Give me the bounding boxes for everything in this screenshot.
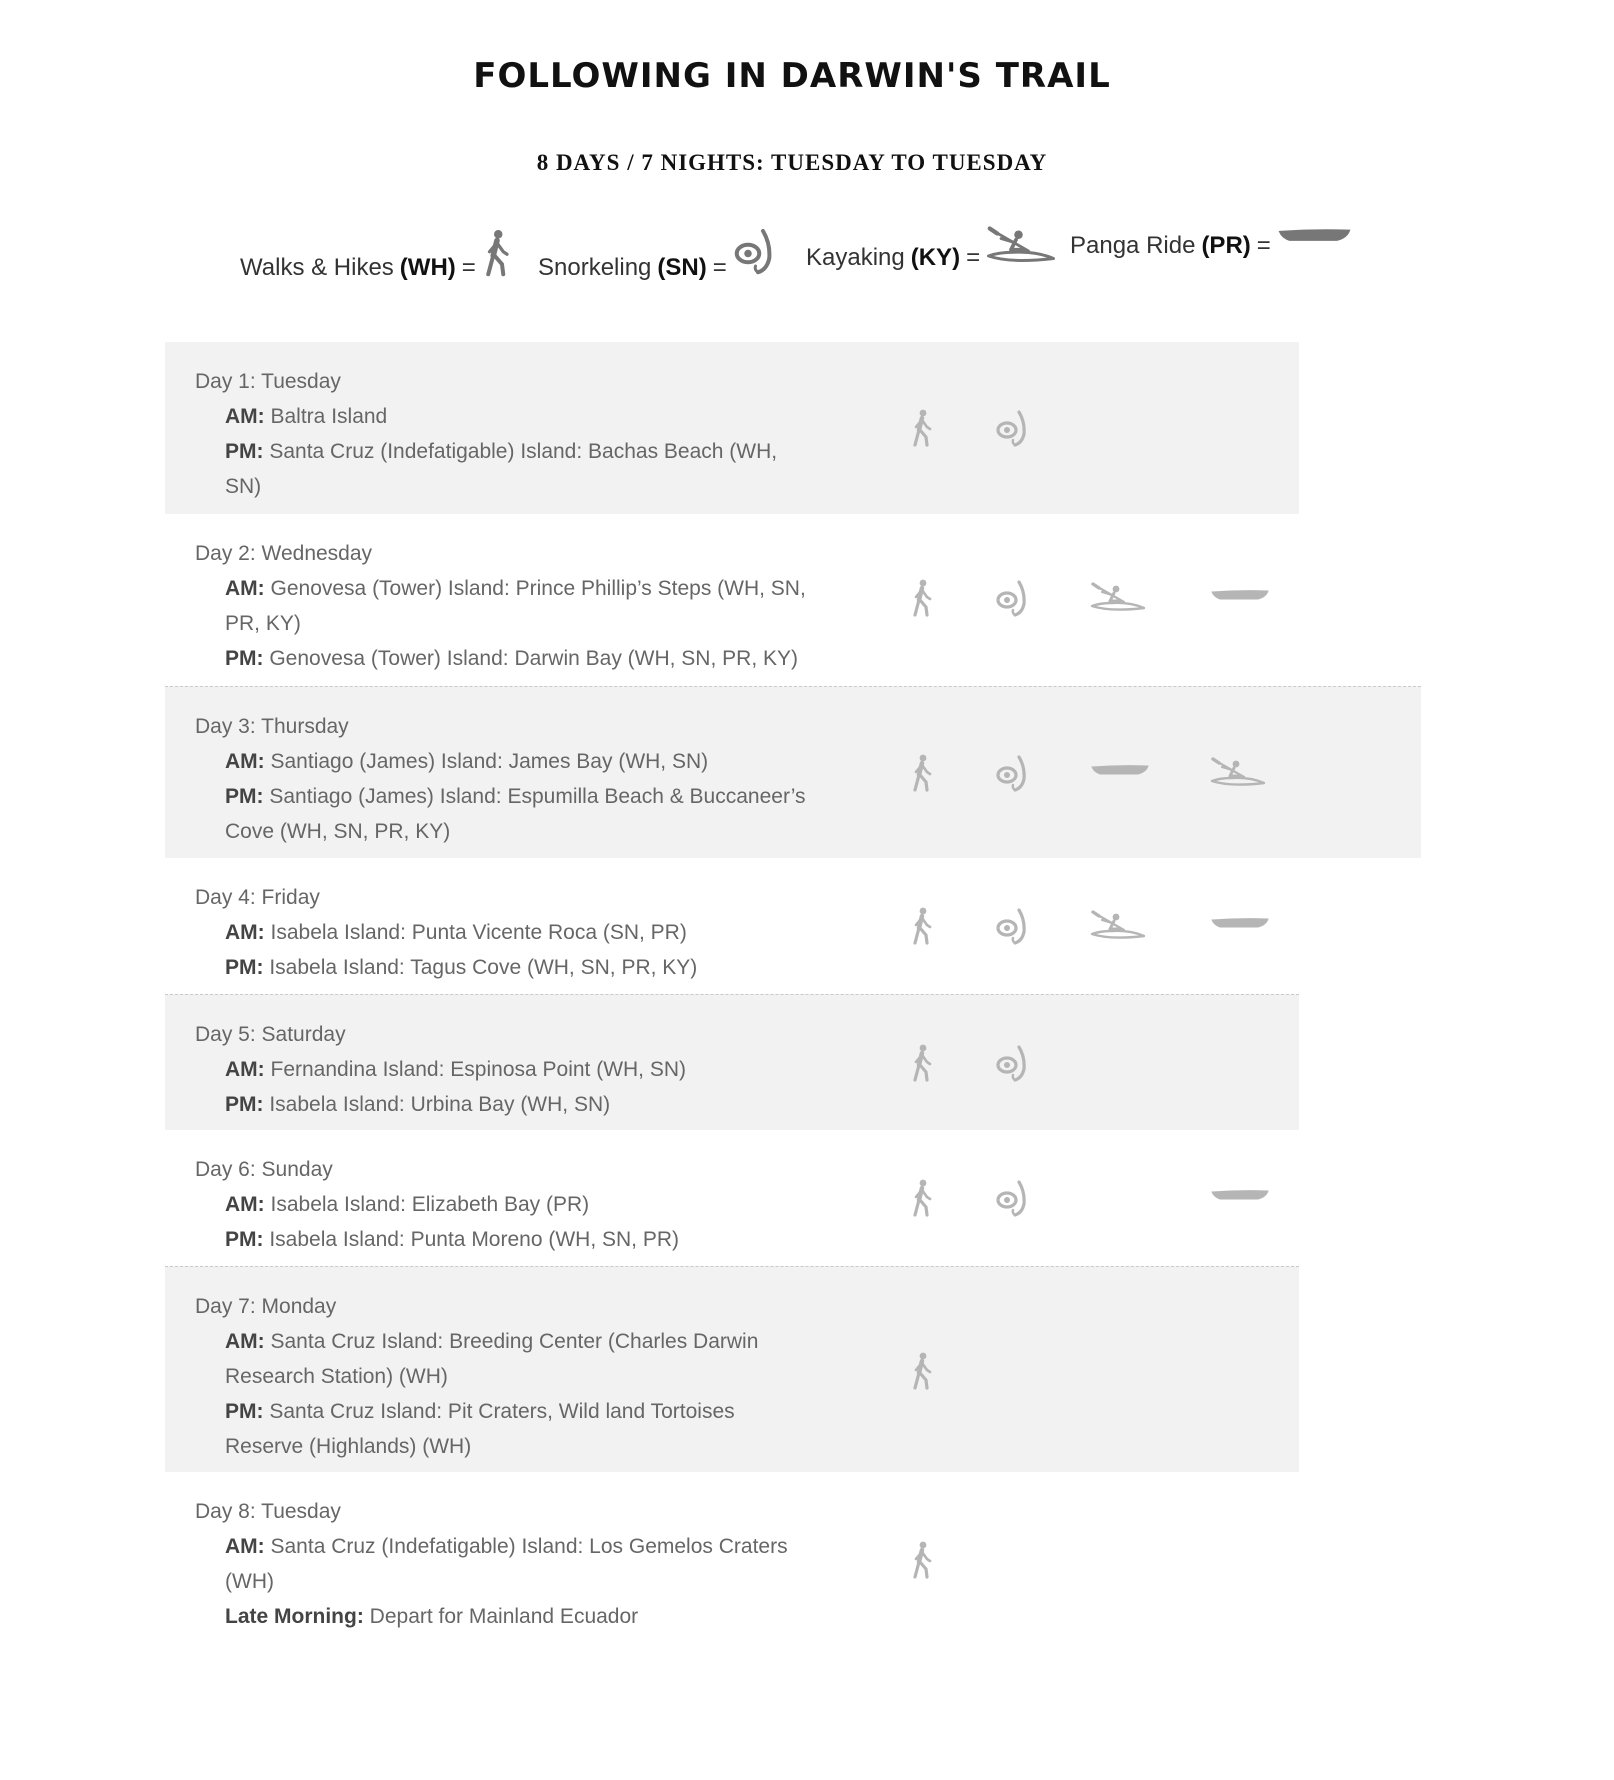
day-row-1 xyxy=(165,342,1299,514)
entry-time-label: AM: xyxy=(225,1193,265,1216)
panga-icon xyxy=(1210,1186,1270,1204)
day-label: Day 7: Monday xyxy=(195,1295,337,1318)
entry-text: Genovesa (Tower) Island: Darwin Bay (WH, SN, PR, KY) xyxy=(269,647,798,670)
entry-time-label: AM: xyxy=(225,921,265,944)
entry-time-label: PM: xyxy=(225,956,264,979)
entry-text: Santa Cruz Island: Breeding Center (Charles Darwin Research Station) (WH) xyxy=(225,1330,759,1388)
entry-text: Genovesa (Tower) Island: Prince Phillip’s Steps (WH, SN, PR, KY) xyxy=(225,577,806,635)
entry-time-label: PM: xyxy=(225,785,264,808)
panga-icon xyxy=(1090,761,1150,779)
snorkel-icon xyxy=(995,1043,1029,1083)
day-text xyxy=(195,880,815,985)
day-label: Day 6: Sunday xyxy=(195,1158,333,1181)
day-text xyxy=(195,1017,815,1122)
itinerary-entry xyxy=(225,1052,815,1087)
legend-snorkeling xyxy=(538,232,775,282)
snorkel-icon xyxy=(995,906,1029,946)
kayak-icon xyxy=(1090,582,1146,614)
hiker-icon xyxy=(910,906,934,946)
entry-text: Isabela Island: Punta Vicente Roca (SN, PR) xyxy=(270,921,687,944)
itinerary-entry xyxy=(225,950,815,985)
legend-code: (WH) xyxy=(399,254,456,281)
itinerary-entry xyxy=(225,1394,815,1464)
day-text xyxy=(195,1289,815,1464)
hiker-icon xyxy=(482,228,512,278)
entry-text: Isabela Island: Punta Moreno (WH, SN, PR) xyxy=(269,1228,680,1251)
entry-text: Depart for Mainland Ecuador xyxy=(369,1605,639,1628)
page-subtitle: 8 DAYS / 7 NIGHTS: TUESDAY TO TUESDAY xyxy=(536,150,1048,175)
day-row-5 xyxy=(165,994,1299,1130)
itinerary-entry xyxy=(225,1187,815,1222)
panga-icon xyxy=(1210,914,1270,932)
itinerary-entry xyxy=(225,744,815,779)
page-title: FOLLOWING IN DARWIN'S TRAIL xyxy=(473,56,1111,96)
legend-equals: = xyxy=(461,254,476,281)
hiker-icon xyxy=(910,408,934,448)
entry-time-label: AM: xyxy=(225,750,265,773)
entry-text: Baltra Island xyxy=(270,405,388,428)
day-text xyxy=(195,1152,815,1257)
entry-text: Isabela Island: Urbina Bay (WH, SN) xyxy=(269,1093,611,1116)
kayak-icon xyxy=(1210,757,1266,789)
snorkel-icon xyxy=(995,408,1029,448)
snorkel-icon xyxy=(995,578,1029,618)
legend-label: Kayaking xyxy=(806,244,905,271)
snorkel-icon xyxy=(995,753,1029,793)
entry-text: Isabela Island: Tagus Cove (WH, SN, PR, KY) xyxy=(269,956,698,979)
legend-kayaking xyxy=(806,232,1056,272)
day-row-7 xyxy=(165,1266,1299,1472)
hiker-icon xyxy=(910,1540,934,1580)
entry-text: Santiago (James) Island: James Bay (WH, SN) xyxy=(270,750,709,773)
day-text xyxy=(195,709,815,849)
legend-code: (PR) xyxy=(1201,232,1251,259)
entry-time-label: AM: xyxy=(225,405,265,428)
entry-time-label: Late Morning: xyxy=(225,1605,364,1628)
day-row-4 xyxy=(165,858,1299,994)
entry-time-label: AM: xyxy=(225,1058,265,1081)
itinerary-entry xyxy=(225,1599,815,1634)
panga-icon xyxy=(1277,224,1352,247)
entry-text: Isabela Island: Elizabeth Bay (PR) xyxy=(270,1193,590,1216)
kayak-icon xyxy=(986,226,1056,266)
itinerary-entry xyxy=(225,641,815,676)
entry-time-label: AM: xyxy=(225,1535,265,1558)
day-label: Day 5: Saturday xyxy=(195,1023,346,1046)
day-row-8 xyxy=(165,1472,1299,1652)
snorkel-icon xyxy=(733,226,776,276)
legend-equals: = xyxy=(712,254,727,281)
day-row-6 xyxy=(165,1130,1299,1266)
legend-code: (KY) xyxy=(910,244,961,271)
itinerary-entry xyxy=(225,779,815,849)
hiker-icon xyxy=(910,1351,934,1391)
itinerary-entry xyxy=(225,1324,815,1394)
day-row-2 xyxy=(165,514,1299,686)
day-text xyxy=(195,1494,815,1634)
day-text xyxy=(195,536,815,676)
hiker-icon xyxy=(910,753,934,793)
day-label: Day 3: Thursday xyxy=(195,715,349,738)
legend-equals: = xyxy=(1256,232,1271,259)
day-label: Day 1: Tuesday xyxy=(195,370,341,393)
day-label: Day 2: Wednesday xyxy=(195,542,373,565)
day-row-3 xyxy=(165,686,1421,858)
entry-time-label: AM: xyxy=(225,1330,265,1353)
entry-text: Santiago (James) Island: Espumilla Beach & Buccaneer’s Cove (WH, SN, PR, KY) xyxy=(225,785,806,843)
panga-icon xyxy=(1210,586,1270,604)
entry-text: Santa Cruz (Indefatigable) Island: Los Gemelos Craters (WH) xyxy=(225,1535,788,1593)
snorkel-icon xyxy=(995,1178,1029,1218)
itinerary-entry xyxy=(225,1087,815,1122)
legend-walks xyxy=(240,232,512,282)
entry-text: Fernandina Island: Espinosa Point (WH, SN) xyxy=(270,1058,687,1081)
entry-time-label: PM: xyxy=(225,647,264,670)
itinerary-entry xyxy=(225,399,815,434)
itinerary-entry xyxy=(225,1222,815,1257)
itinerary-entry xyxy=(225,434,815,504)
entry-text: Santa Cruz Island: Pit Craters, Wild land Tortoises Reserve (Highlands) (WH) xyxy=(225,1400,735,1458)
hiker-icon xyxy=(910,1178,934,1218)
entry-text: Santa Cruz (Indefatigable) Island: Bachas Beach (WH, SN) xyxy=(225,440,778,498)
hiker-icon xyxy=(910,1043,934,1083)
entry-time-label: AM: xyxy=(225,577,265,600)
entry-time-label: PM: xyxy=(225,1093,264,1116)
entry-time-label: PM: xyxy=(225,1400,264,1423)
legend-label: Walks & Hikes xyxy=(240,254,394,281)
entry-time-label: PM: xyxy=(225,1228,264,1251)
itinerary-entry xyxy=(225,1529,815,1599)
day-text xyxy=(195,364,815,504)
legend-label: Snorkeling xyxy=(538,254,652,281)
legend-code: (SN) xyxy=(657,254,707,281)
itinerary-entry xyxy=(225,915,815,950)
entry-time-label: PM: xyxy=(225,440,264,463)
kayak-icon xyxy=(1090,910,1146,942)
legend-equals: = xyxy=(966,244,981,271)
day-label: Day 4: Friday xyxy=(195,886,320,909)
itinerary-entry xyxy=(225,571,815,641)
day-label: Day 8: Tuesday xyxy=(195,1500,341,1523)
legend-panga xyxy=(1070,232,1352,260)
hiker-icon xyxy=(910,578,934,618)
legend-label: Panga Ride xyxy=(1070,232,1196,259)
